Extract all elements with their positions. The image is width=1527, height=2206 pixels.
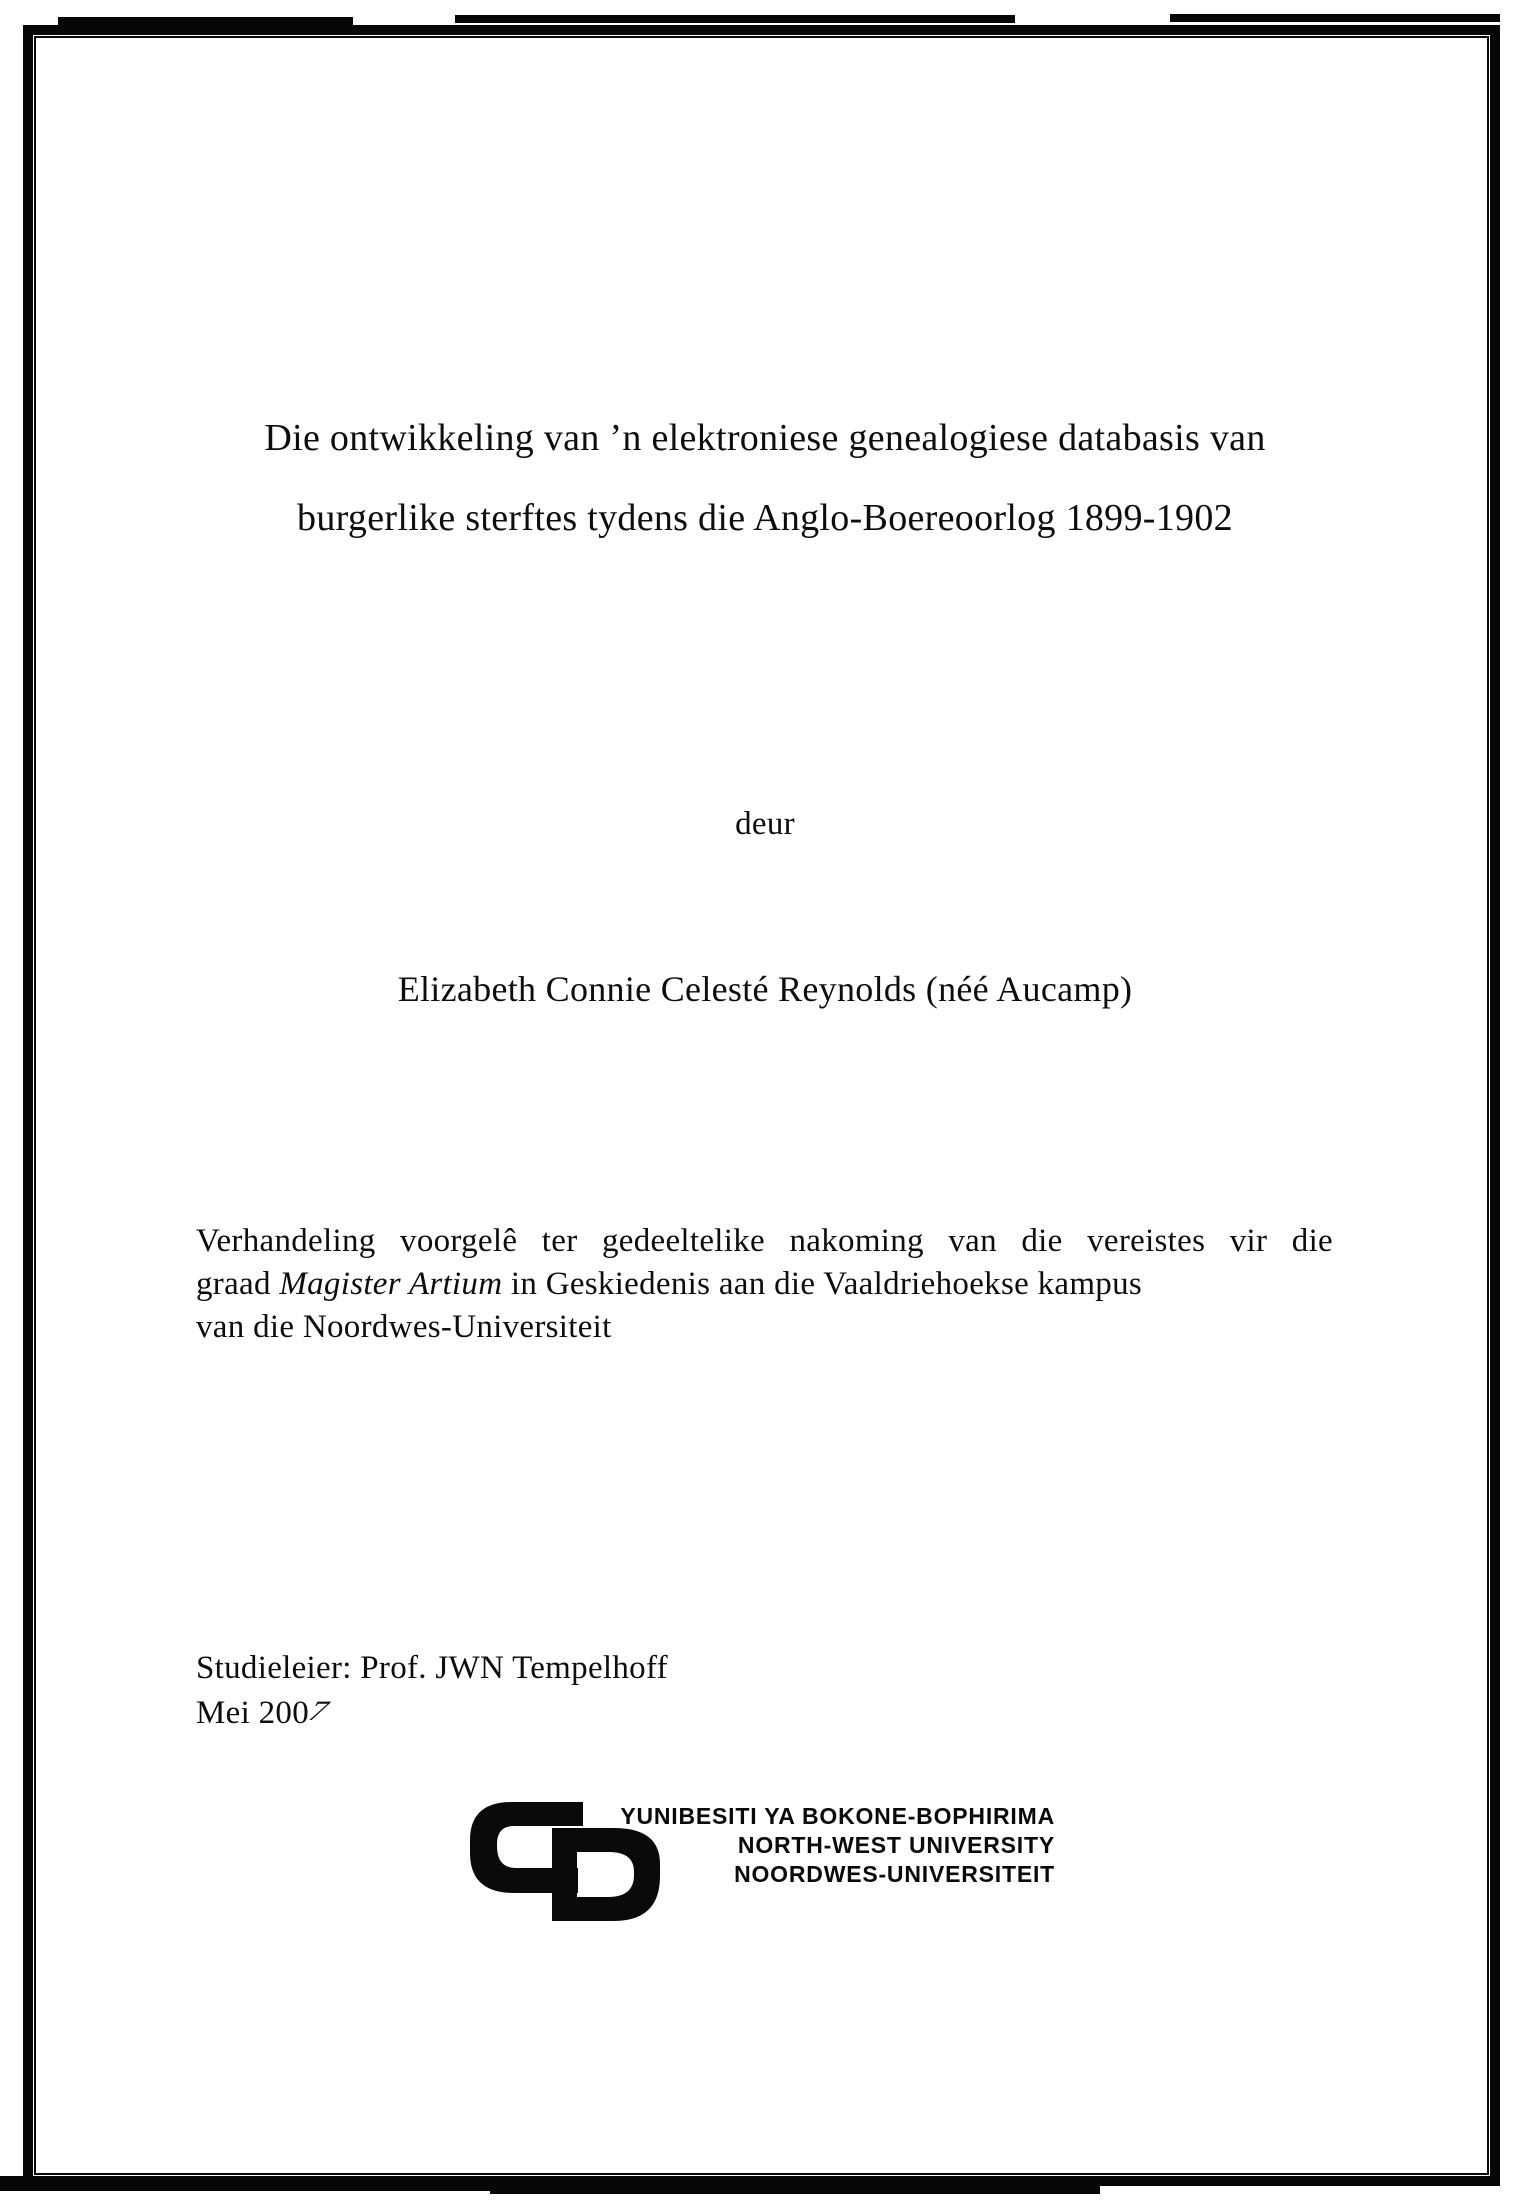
supervisor-line: Studieleier: Prof. JWN Tempelhoff [196,1650,668,1686]
declaration-line-2 [196,1263,1333,1306]
date-last-digit: 7 [302,1696,336,1727]
university-logo [468,1800,1068,1930]
declaration-line-2-pre: graad [196,1266,280,1302]
thesis-title [20,398,1510,558]
logo-line-afrikaans: NOORDWES-UNIVERSITEIT [734,1861,1055,1887]
declaration-line-1: Verhandeling voorgelê ter gedeeltelike nakoming van die vereistes vir die [196,1223,1333,1259]
thesis-title-line-1: Die ontwikkeling van ’n elektroniese genealogiese databasis van [264,417,1266,459]
author-name: Elizabeth Connie Celesté Reynolds (néé Aucamp) [397,969,1133,1009]
supervisor-block [196,1646,1096,1736]
thesis-title-line-2: burgerlike sterftes tydens die Anglo-Boereoorlog 1899-1902 [297,497,1233,539]
declaration-line-3: van die Noordwes-Universiteit [196,1309,612,1345]
scan-artifact [455,15,1015,23]
declaration-line-2-post: in Geskiedenis aan die Vaaldriehoekse kampus [502,1266,1143,1302]
scan-artifact [58,17,353,25]
byline-label: deur [735,806,795,842]
scan-artifact [1170,14,1500,22]
thesis-declaration [196,1220,1333,1349]
logo-line-setswana: YUNIBESITI YA BOKONE-BOPHIRIMA [620,1803,1055,1829]
logo-line-english: NORTH-WEST UNIVERSITY [737,1832,1055,1858]
date-prefix: Mei 200 [196,1695,310,1731]
university-logo-text [583,1802,1055,1889]
date-line [196,1691,1096,1736]
declaration-degree-name: Magister Artium [279,1266,503,1302]
